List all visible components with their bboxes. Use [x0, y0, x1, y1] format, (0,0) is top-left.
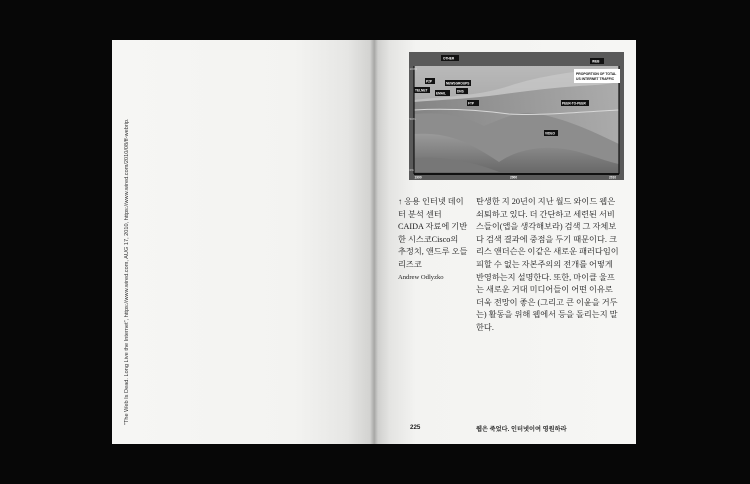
chart-label-other: OTHER [443, 56, 455, 61]
left-page [112, 40, 374, 444]
chart-graphic [409, 52, 624, 180]
caption-author: Andrew Odlyzko [398, 273, 444, 281]
caption-text: ↑ 응용 인터넷 데이터 분석 센터 CAIDA 자료에 기반한 시스코Cisco의 추정치, 앤드루 오들리즈코 [398, 197, 468, 269]
vertical-citation: "The Web Is Dead. Long Live the Internet", https://www.wired.com, AUG 17, 2010, https://www.wired.com/2010/08/ff-webrip. [124, 118, 130, 425]
book-gutter [370, 40, 378, 444]
running-head: 웹은 죽었다. 인터넷이여 영원하라 [476, 426, 567, 433]
chart-label-newsgroups: NEWSGROUPS [446, 81, 470, 86]
chart-label-email: EMAIL [436, 91, 446, 96]
internet-traffic-chart [409, 52, 624, 180]
page-number: 225 [410, 424, 421, 431]
chart-label-video: VIDEO [545, 131, 555, 136]
legend-title-line2: US INTERNET TRAFFIC [576, 77, 615, 81]
y-tick-50: 50% [409, 117, 416, 121]
x-tick-2000: 2000 [510, 175, 518, 180]
chart-label-p2p: P2P [426, 79, 433, 84]
chart-label-ftp: FTP [468, 101, 475, 106]
y-tick-0: 0% [409, 168, 414, 172]
chart-label-telnet: TELNET [415, 88, 428, 93]
chart-label-dns: DNS [457, 89, 464, 94]
x-tick-1990: 1990 [414, 175, 422, 180]
chart-label-web: WEB [592, 59, 600, 64]
x-tick-2010: 2010 [609, 175, 617, 180]
chart-label-peer-to-peer: PEER-TO-PEER [562, 101, 586, 106]
legend-title-line1: PROPORTION OF TOTAL [576, 72, 617, 76]
body-paragraph: 탄생한 지 20년이 지난 월드 와이드 웹은 쇠퇴하고 있다. 더 간단하고 세련된 서비스들이(앱을 생각해보라) 검색 그 자체보다 검색 결과에 중점을 두기 때문이다. 크리스 앤더슨은 이같은 새로운 패러다임이 피할 수 없는 자본주의의 전개를 어떻게 반영하는지 설명한다. 또한, 마이클 울프는 새로운 거대 미디어들이 어떤 이유로 더욱 전망이 좋은 (그리고 큰 이윤을 거두는) 활동을 위해 웹에서 등을 돌리는지 말한다. [476, 197, 619, 332]
figure-caption [398, 196, 468, 283]
y-tick-100: 100% [409, 67, 418, 71]
